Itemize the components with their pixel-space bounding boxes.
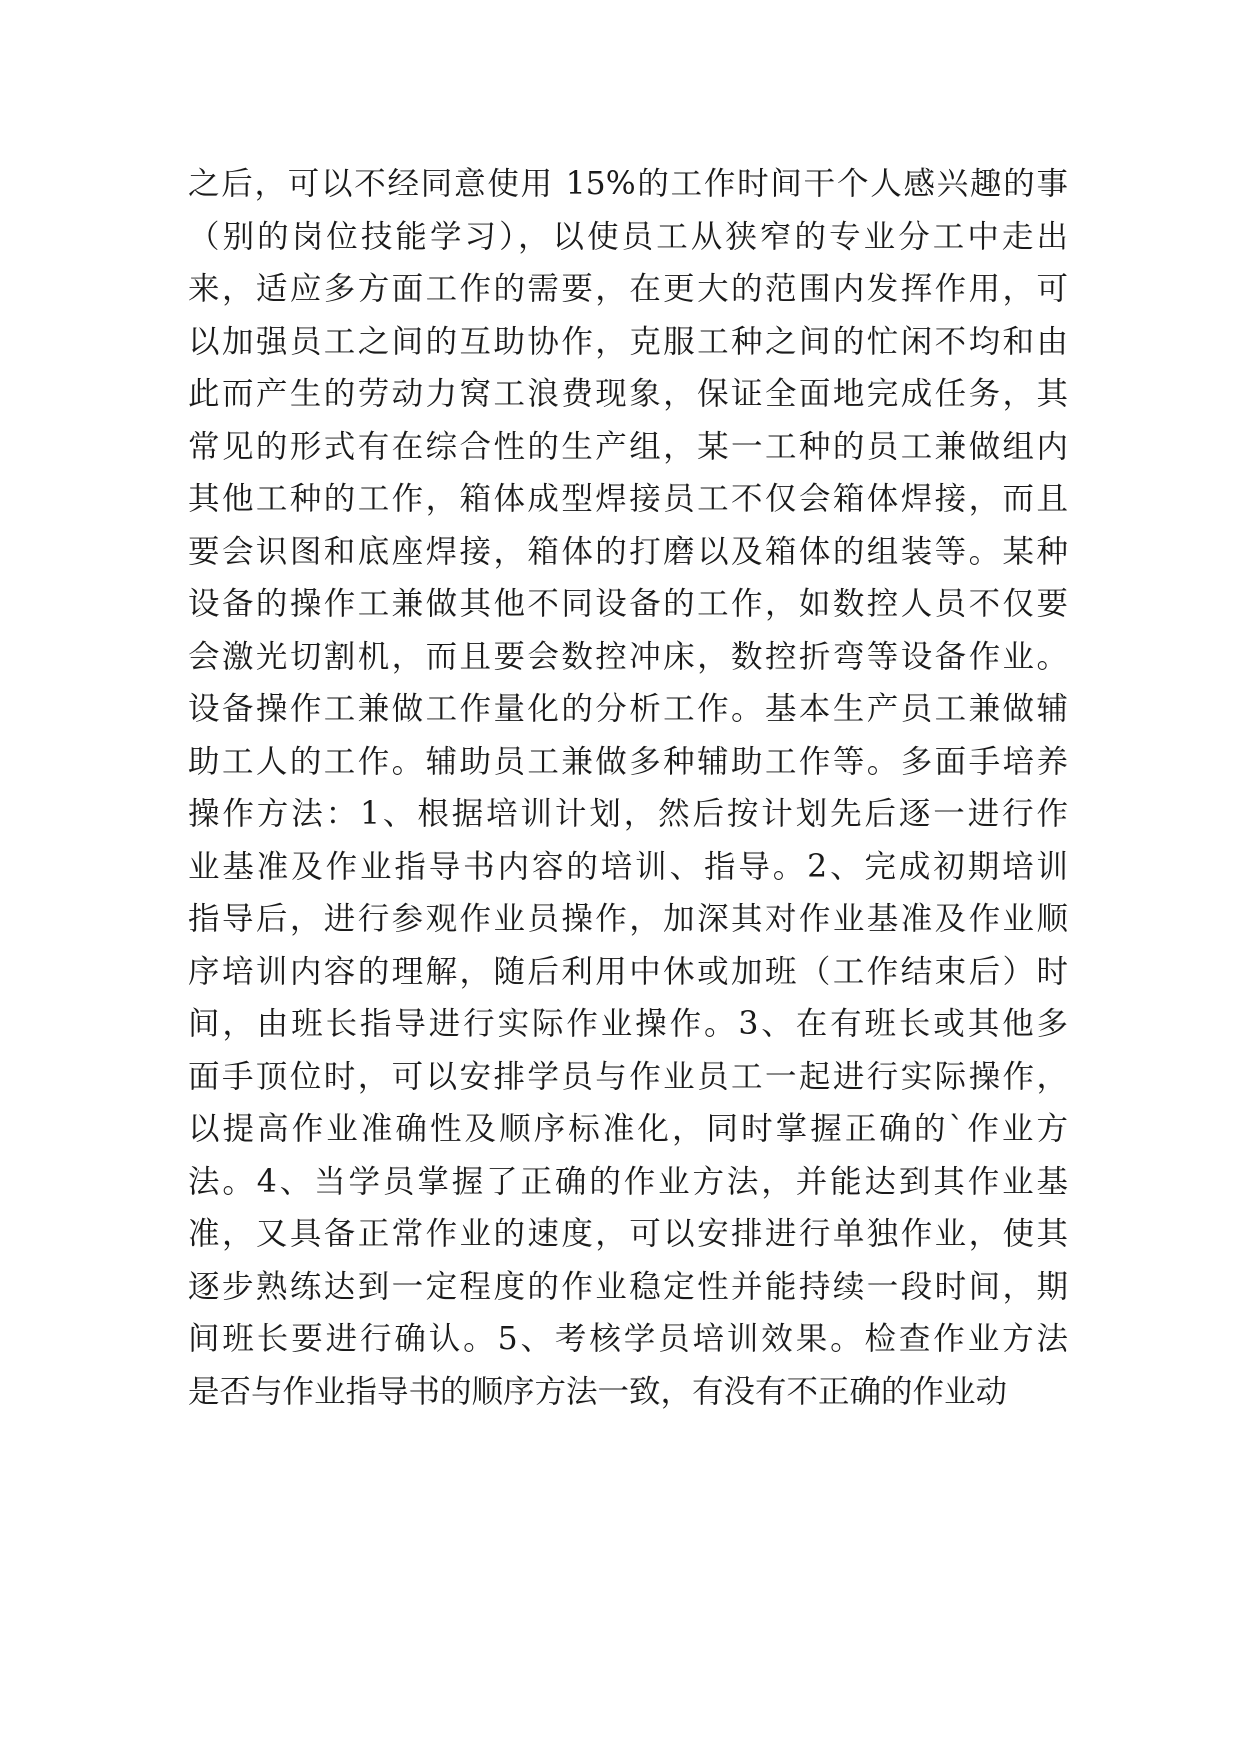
text-line: 面手顶位时，可以安排学员与作业员工一起进行实际操作， (188, 1058, 1068, 1095)
text-line: 序培训内容的理解，随后利用中休或加班（工作结束后）时 (188, 953, 1068, 990)
text-line: 间班长要进行确认。5、考核学员培训效果。检查作业方法 (188, 1321, 1068, 1357)
text-line: 以提高作业准确性及顺序标准化，同时掌握正确的`作业方 (188, 1111, 1068, 1147)
text-line: 间，由班长指导进行实际作业操作。3、在有班长或其他多 (188, 1006, 1068, 1042)
text-line: （别的岗位技能学习），以使员工从狭窄的专业分工中走出 (188, 218, 1068, 255)
text-line: 以加强员工之间的互助协作，克服工种之间的忙闲不均和由 (188, 323, 1068, 360)
text-line: 设备操作工兼做工作量化的分析工作。基本生产员工兼做辅 (188, 691, 1068, 727)
text-line: 之后，可以不经同意使用 15%的工作时间干个人感兴趣的事 (188, 166, 1068, 202)
text-line: 逐步熟练达到一定程度的作业稳定性并能持续一段时间，期 (188, 1268, 1068, 1305)
text-line: 是否与作业指导书的顺序方法一致，有没有不正确的作业动 (188, 1373, 1008, 1410)
text-line: 要会识图和底座焊接，箱体的打磨以及箱体的组装等。某种 (188, 533, 1068, 570)
body-paragraph (188, 158, 1068, 1418)
text-line: 来，适应多方面工作的需要，在更大的范围内发挥作用，可 (188, 271, 1068, 307)
text-line: 准，又具备正常作业的速度，可以安排进行单独作业，使其 (188, 1216, 1068, 1252)
text-line: 其他工种的工作，箱体成型焊接员工不仅会箱体焊接，而且 (188, 481, 1068, 517)
text-line: 操作方法：1、根据培训计划，然后按计划先后逐一进行作 (188, 796, 1068, 832)
text-line: 指导后，进行参观作业员操作，加深其对作业基准及作业顺 (188, 901, 1068, 937)
text-line: 常见的形式有在综合性的生产组，某一工种的员工兼做组内 (188, 428, 1068, 465)
text-line: 会激光切割机，而且要会数控冲床，数控折弯等设备作业。 (188, 638, 1068, 675)
text-line: 设备的操作工兼做其他不同设备的工作，如数控人员不仅要 (188, 586, 1068, 622)
text-line: 此而产生的劳动力窝工浪费现象，保证全面地完成任务，其 (188, 376, 1068, 412)
text-line: 业基准及作业指导书内容的培训、指导。2、完成初期培训 (188, 848, 1068, 885)
text-line: 法。4、当学员掌握了正确的作业方法，并能达到其作业基 (188, 1163, 1068, 1200)
text-line: 助工人的工作。辅助员工兼做多种辅助工作等。多面手培养 (188, 743, 1068, 780)
